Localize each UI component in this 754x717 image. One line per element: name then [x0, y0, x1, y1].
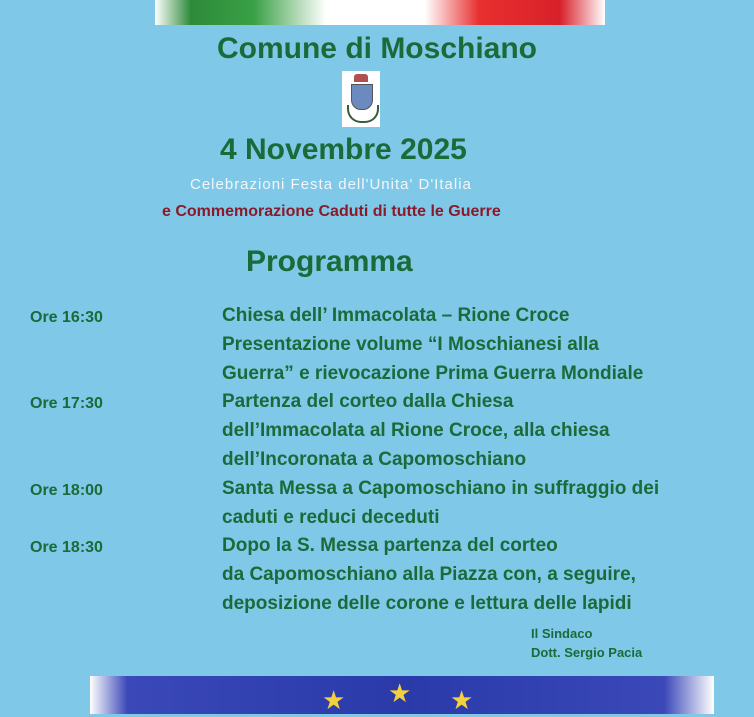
page-title: Comune di Moschiano: [216, 32, 537, 65]
program-time: Ore 18:00: [30, 482, 103, 499]
program-time: Ore 17:30: [30, 395, 103, 412]
program-time: Ore 16:30: [30, 309, 103, 326]
coat-of-arms-icon: [342, 71, 380, 127]
star-icon: ★: [450, 685, 474, 715]
program-line: deposizione delle corone e lettura delle lapidi: [222, 593, 632, 614]
star-icon: ★: [322, 685, 346, 715]
program-line: Dopo la S. Messa partenza del corteo: [222, 535, 558, 556]
program-time: Ore 18:30: [30, 539, 103, 556]
subtitle: Celebrazioni Festa dell'Unita' D'Italia: [190, 176, 472, 193]
signature-name: Dott. Sergio Pacia: [531, 645, 643, 660]
program-line: Presentazione volume “I Moschianesi alla: [222, 334, 599, 355]
program-line: Guerra” e rievocazione Prima Guerra Mondiale: [222, 363, 644, 384]
program-line: Santa Messa a Capomoschiano in suffraggio dei: [222, 478, 660, 499]
event-date: 4 Novembre 2025: [220, 133, 467, 166]
program-heading: Programma: [246, 245, 413, 278]
signature-role: Il Sindaco: [531, 626, 593, 641]
eu-flag-banner: [90, 676, 714, 714]
program-line: da Capomoschiano alla Piazza con, a seguire,: [222, 564, 636, 585]
subtitle-commemoration: e Commemorazione Caduti di tutte le Guerre: [162, 203, 501, 220]
program-line: caduti e reduci deceduti: [222, 507, 440, 528]
program-line: dell’Incoronata a Capomoschiano: [222, 449, 527, 470]
italian-flag-banner: [155, 0, 605, 25]
program-line: dell’Immacolata al Rione Croce, alla chiesa: [222, 420, 610, 441]
program-line: Partenza del corteo dalla Chiesa: [222, 391, 514, 412]
star-icon: ★: [388, 678, 412, 708]
program-line: Chiesa dell’ Immacolata – Rione Croce: [222, 305, 570, 326]
